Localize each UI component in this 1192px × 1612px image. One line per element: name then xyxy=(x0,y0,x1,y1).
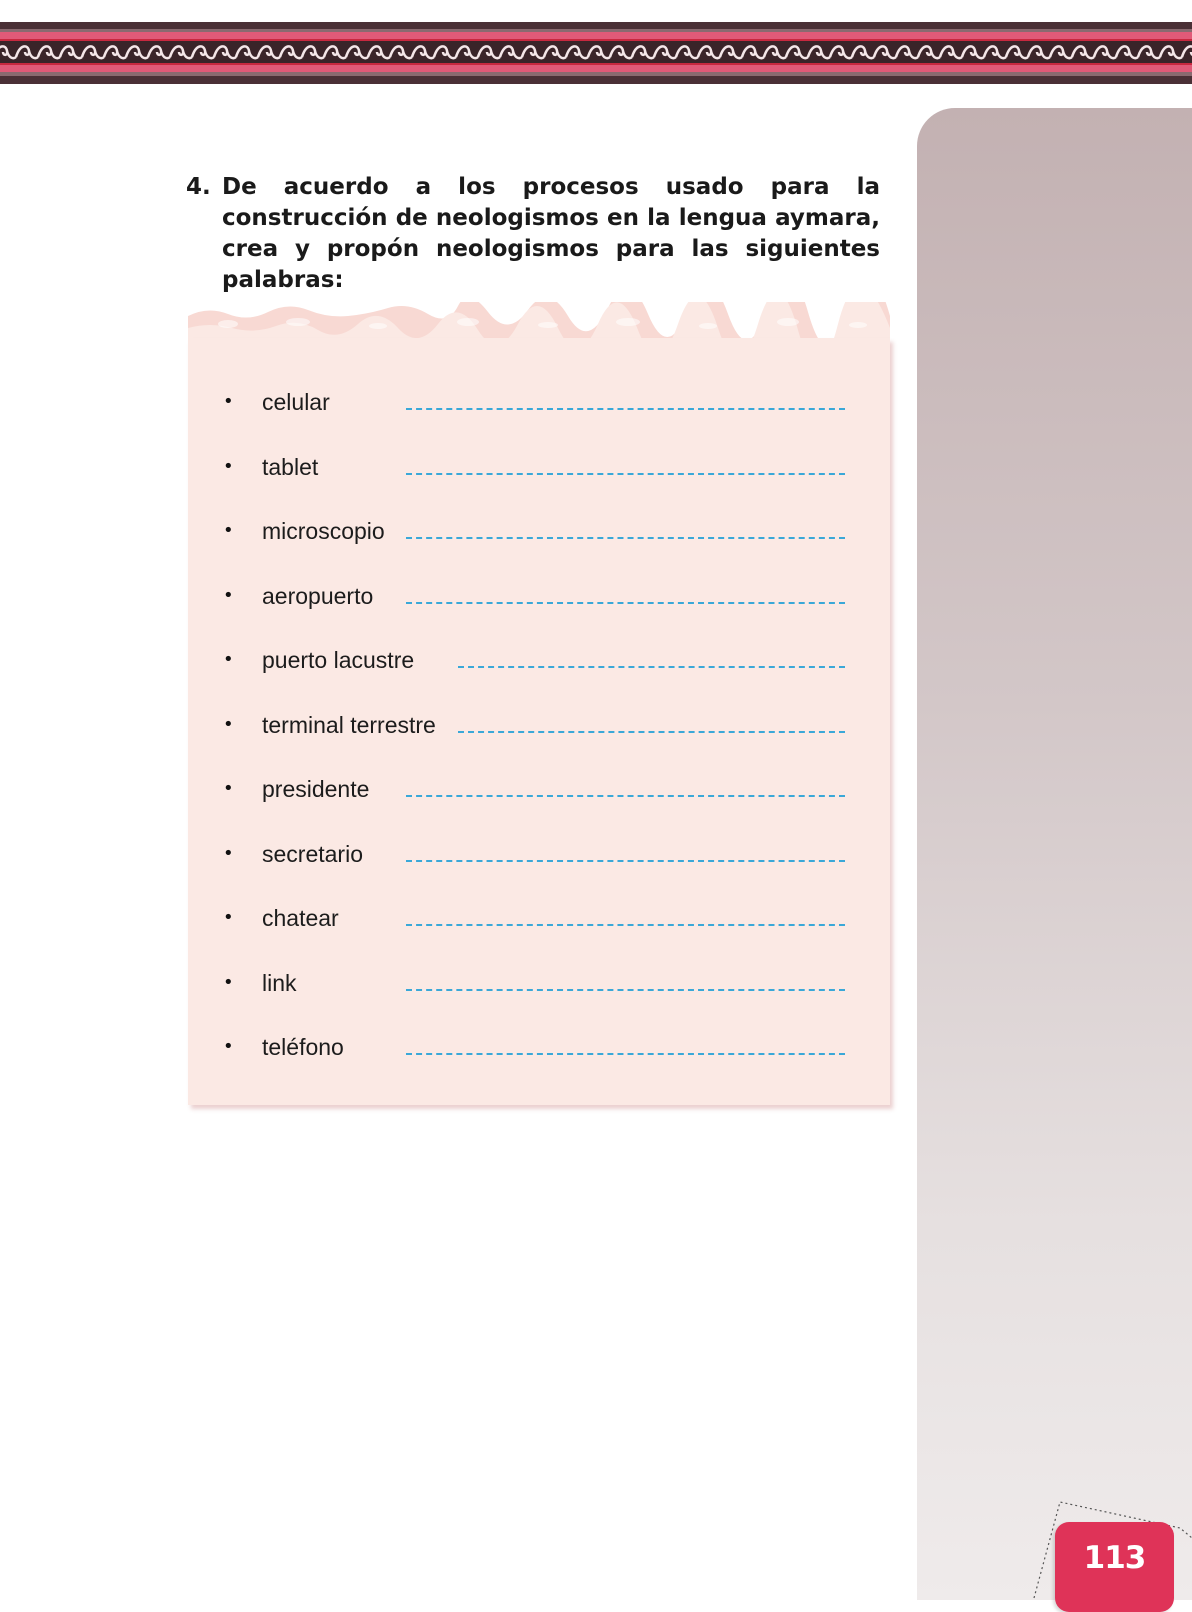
decorative-woven-band xyxy=(0,22,1192,84)
word-label: aeropuerto xyxy=(262,582,374,609)
bullet: • xyxy=(223,907,234,928)
answer-line[interactable] xyxy=(458,731,845,733)
word-label: tablet xyxy=(262,453,319,480)
word-label: link xyxy=(262,969,297,996)
page-number-tab xyxy=(1055,1522,1174,1612)
word-label: chatear xyxy=(262,905,339,931)
bullet: • xyxy=(223,971,234,993)
bullet: • xyxy=(223,649,234,670)
answer-line[interactable] xyxy=(406,473,845,475)
answer-line[interactable] xyxy=(458,666,845,668)
bullet: • xyxy=(223,584,234,606)
word-list xyxy=(188,382,890,1092)
question-text: De acuerdo a los procesos usado para la construcción de neologismos en la lengua aymara, crea y propón neologismos para las siguientes palabras: xyxy=(222,174,880,293)
card-body xyxy=(188,338,890,1105)
list-item xyxy=(188,963,890,1028)
list-item xyxy=(188,447,890,512)
list-item xyxy=(188,769,890,834)
answer-line[interactable] xyxy=(406,989,845,991)
bullet: • xyxy=(223,520,234,541)
list-item xyxy=(188,834,890,899)
bullet: • xyxy=(223,1036,234,1057)
word-label: celular xyxy=(262,389,330,415)
list-item xyxy=(188,576,890,641)
list-item xyxy=(188,640,890,705)
exercise-card xyxy=(188,302,890,1105)
list-item xyxy=(188,1027,890,1092)
word-label: puerto lacustre xyxy=(262,647,415,673)
page-number: 113 xyxy=(1083,1540,1146,1576)
word-label: presidente xyxy=(262,776,370,802)
word-label: secretario xyxy=(262,840,363,867)
bullet: • xyxy=(223,713,234,735)
list-item xyxy=(188,382,890,447)
answer-line[interactable] xyxy=(406,408,845,410)
list-item xyxy=(188,511,890,576)
answer-line[interactable] xyxy=(406,537,845,539)
answer-line[interactable] xyxy=(406,602,845,604)
list-item xyxy=(188,705,890,770)
bullet: • xyxy=(223,455,234,477)
side-panel xyxy=(917,108,1192,1600)
word-label: microscopio xyxy=(262,518,385,544)
answer-line[interactable] xyxy=(406,1053,845,1055)
bullet: • xyxy=(223,842,234,864)
list-item xyxy=(188,898,890,963)
question-heading xyxy=(186,172,880,296)
answer-line[interactable] xyxy=(406,860,845,862)
word-label: terminal terrestre xyxy=(262,711,436,738)
answer-line[interactable] xyxy=(406,924,845,926)
word-label: teléfono xyxy=(262,1034,344,1060)
question-number: 4. xyxy=(186,174,211,200)
bullet: • xyxy=(223,391,234,412)
answer-line[interactable] xyxy=(406,795,845,797)
bullet: • xyxy=(223,778,234,799)
